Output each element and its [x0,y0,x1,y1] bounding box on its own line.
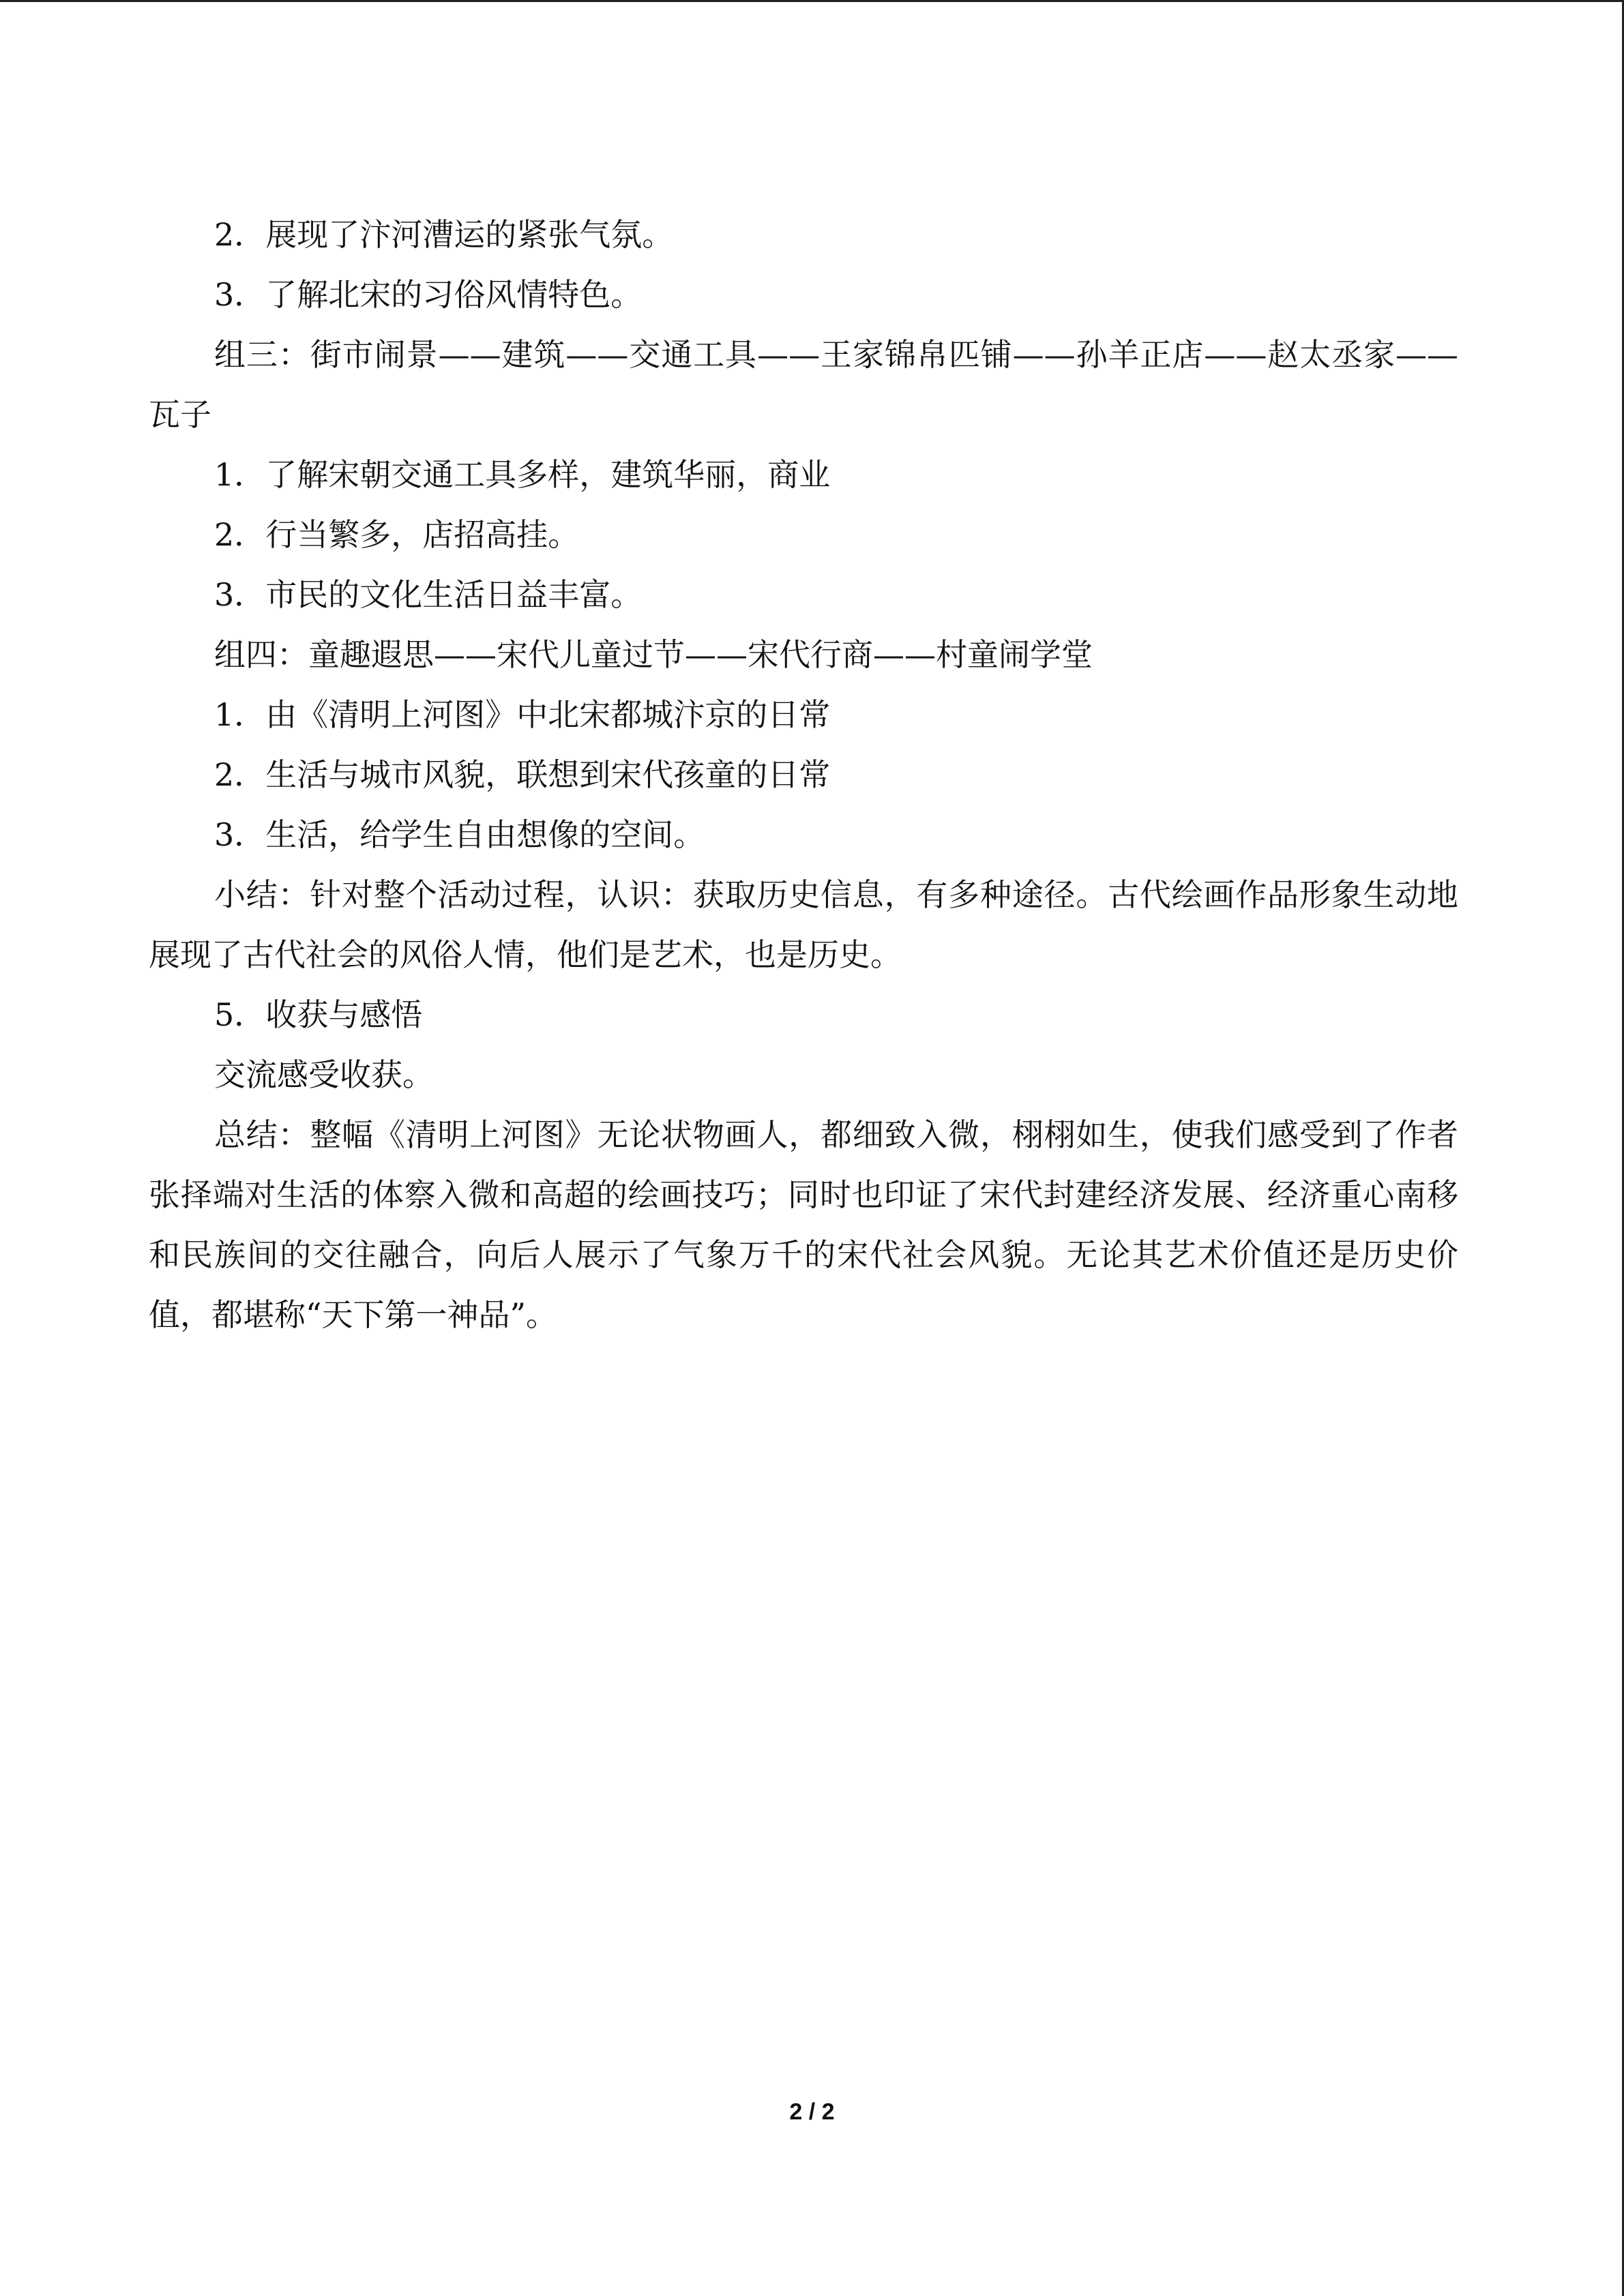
paragraph: 2．生活与城市风貌，联想到宋代孩童的日常 [214,756,831,793]
paragraph: 2．行当繁多，店招高挂。 [214,516,580,553]
paragraph: 总结：整幅《清明上河图》无论状物画人，都细致入微，栩栩如生，使我们感受到了作者张择端对生活的体察入微和高超的绘画技巧；同时也印证了宋代封建经济发展、经济重心南移和民族间的交往融合，向后人展示了气象万千的宋代社会风貌。无论其艺术价值还是历史价值，都堪称“天下第一神品”。 [149,1116,1458,1333]
paragraph: 3．生活，给学生自由想像的空间。 [214,816,705,853]
paragraph: 3．市民的文化生活日益丰富。 [214,576,643,613]
paragraph: 2．展现了汴河漕运的紧张气氛。 [214,216,674,253]
paragraph: 3．了解北宋的习俗风情特色。 [214,276,643,313]
paragraph: 1．由《清明上河图》中北宋都城汴京的日常 [214,696,831,733]
page-top-border [0,0,1624,2]
paragraph: 交流感受收获。 [214,1056,434,1093]
paragraph: 5．收获与感悟 [214,996,423,1033]
paragraph: 小结：针对整个活动过程，认识：获取历史信息，有多种途径。古代绘画作品形象生动地展现了古代社会的风俗人情，他们是艺术，也是历史。 [149,876,1458,973]
paragraph: 组四：童趣遐思——宋代儿童过节——宋代行商——村童闹学堂 [214,636,1093,673]
paragraph: 组三：街市闹景——建筑——交通工具——王家锦帛匹铺——孙羊正店——赵太丞家——瓦子 [149,336,1458,433]
document-body [149,205,1458,1345]
paragraph: 1．了解宋朝交通工具多样，建筑华丽，商业 [214,456,831,493]
page-number: 2 / 2 [789,2099,835,2125]
